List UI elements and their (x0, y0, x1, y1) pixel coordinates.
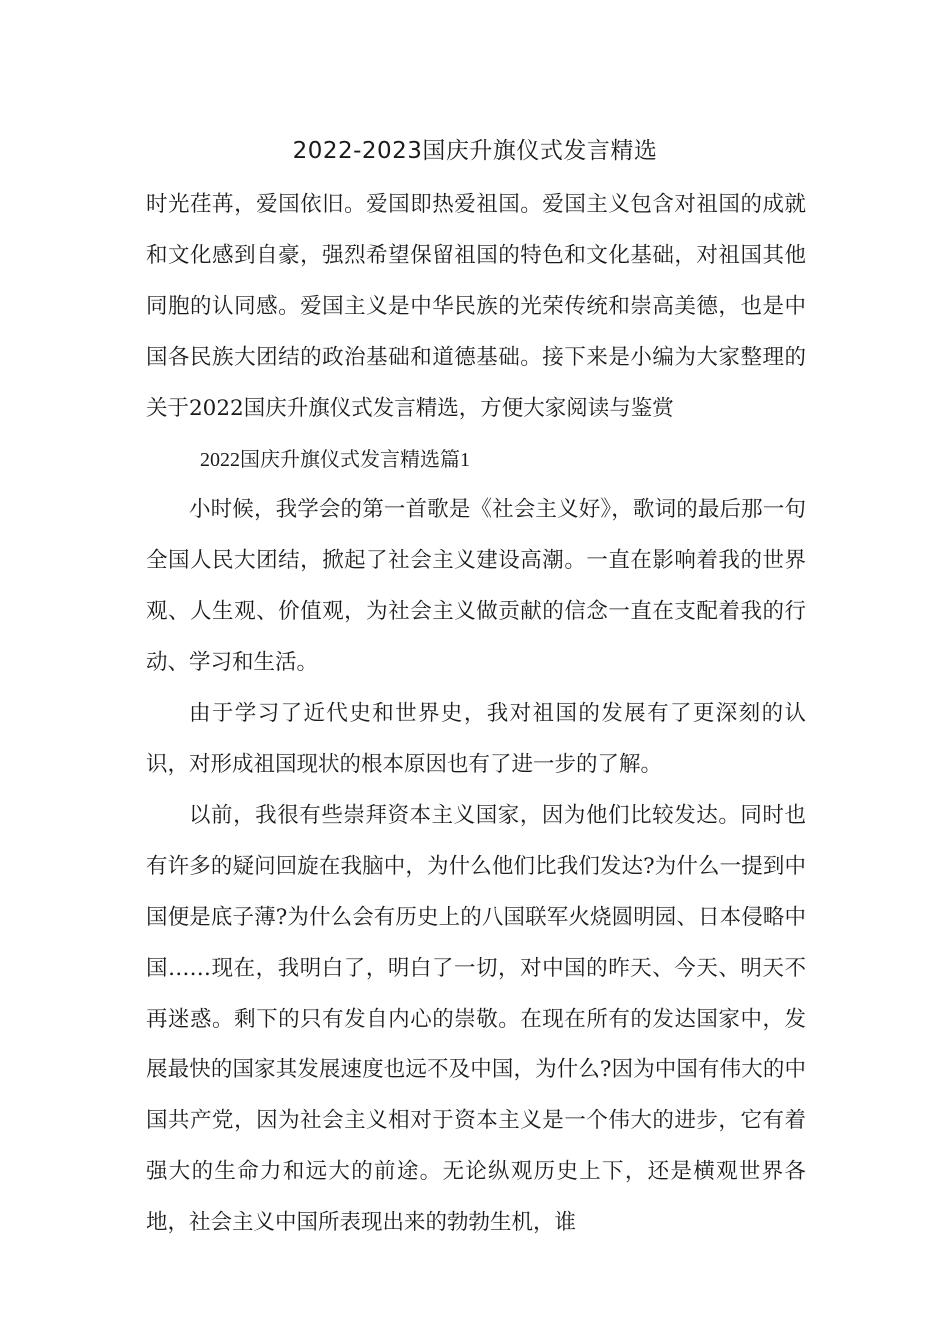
intro-paragraph: 时光荏苒，爱国依旧。爱国即热爱祖国。爱国主义包含对祖国的成就和文化感到自豪，强烈希望保留祖国的特色和文化基础，对祖国其他同胞的认同感。爱国主义是中华民族的光荣传统和崇高美德，也是中国各民族大团结的政治基础和道德基础。接下来是小编为大家整理的关于2022国庆升旗仪式发言精选，方便大家阅读与鉴赏 (146, 192, 806, 421)
body-paragraph: 由于学习了近代史和世界史，我对祖国的发展有了更深刻的认识，对形成祖国现状的根本原因也有了进一步的了解。 (146, 701, 806, 777)
document-body (146, 180, 806, 1249)
body-paragraph: 以前，我很有些崇拜资本主义国家，因为他们比较发达。同时也有许多的疑问回旋在我脑中，为什么他们比我们发达?为什么一提到中国便是底子薄?为什么会有历史上的八国联军火烧圆明园、日本侵略中国……现在，我明白了，明白了一切，对中国的昨天、今天、明天不再迷惑。剩下的只有发自内心的崇敬。在现在所有的发达国家中，发展最快的国家其发展速度也远不及中国，为什么?因为中国有伟大的中国共产党，因为社会主义相对于资本主义是一个伟大的进步，它有着强大的生命力和远大的前途。无论纵观历史上下，还是横观世界各地，社会主义中国所表现出来的勃勃生机，谁 (146, 802, 806, 1236)
document-title: 2022-2023国庆升旗仪式发言精选 (292, 138, 658, 164)
body-paragraph: 小时候，我学会的第一首歌是《社会主义好》，歌词的最后那一句全国人民大团结，掀起了社会主义建设高潮。一直在影响着我的世界观、人生观、价值观，为社会主义做贡献的信念一直在支配着我的行动、学习和生活。 (146, 497, 806, 676)
section-heading: 2022国庆升旗仪式发言精选篇1 (200, 448, 470, 471)
